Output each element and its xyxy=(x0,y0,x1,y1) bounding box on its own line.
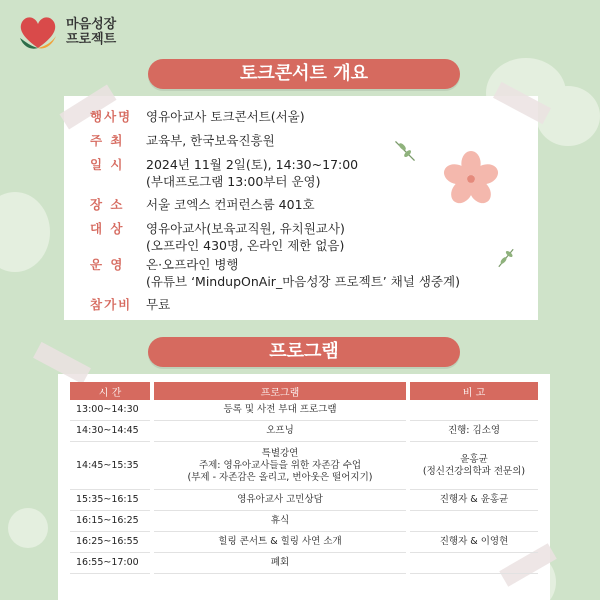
program-cell xyxy=(154,442,406,490)
program-text: 특별강연 xyxy=(261,447,299,459)
note-cell xyxy=(410,553,538,574)
overview-label: 일 시 xyxy=(90,157,125,172)
overview-label: 참가비 xyxy=(90,297,133,312)
note-cell xyxy=(410,442,538,490)
table-row xyxy=(70,442,538,490)
program-cell xyxy=(154,400,406,421)
time-cell: 14:30~14:45 xyxy=(70,421,150,442)
logo-line2: 프로젝트 xyxy=(66,32,117,47)
note-cell xyxy=(410,490,538,511)
sprig-icon xyxy=(494,246,518,270)
note-text: 윤홍균 xyxy=(460,453,488,465)
table-row xyxy=(70,490,538,511)
logo xyxy=(16,12,116,52)
overview-label: 운 영 xyxy=(90,257,125,272)
time-cell: 16:55~17:00 xyxy=(70,553,150,574)
overview-row xyxy=(90,196,315,213)
table-row xyxy=(70,511,538,532)
program-cell xyxy=(154,490,406,511)
heart-logo-icon xyxy=(16,12,60,52)
overview-label: 주 최 xyxy=(90,133,125,148)
overview-value: 서울 코엑스 컨퍼런스룸 401호 xyxy=(146,197,315,212)
header-note: 비 고 xyxy=(410,382,538,400)
overview-label: 장 소 xyxy=(90,197,125,212)
program-text: (부제 - 자존감은 올리고, 번아웃은 떨어지기) xyxy=(187,471,373,483)
note-cell xyxy=(410,421,538,442)
overview-value: 영유아교사(보육교직원, 유치원교사) xyxy=(146,221,345,236)
overview-value: 무료 xyxy=(146,297,171,312)
overview-row xyxy=(90,132,275,149)
program-text: 등록 및 사전 부대 프로그램 xyxy=(223,404,337,415)
note-text: 진행: 김소영 xyxy=(447,425,501,436)
overview-row xyxy=(90,220,345,254)
time-cell: 14:45~15:35 xyxy=(70,442,150,490)
header-program: 프로그램 xyxy=(154,382,406,400)
program-text: 휴식 xyxy=(270,515,290,526)
program-cell xyxy=(154,553,406,574)
overview-row xyxy=(90,256,460,290)
table-row xyxy=(70,400,538,421)
note-text: (정신건강의학과 전문의) xyxy=(422,465,526,477)
note-text: 진행자 & 이영현 xyxy=(439,536,509,547)
time-cell: 13:00~14:30 xyxy=(70,400,150,421)
overview-value: (오프라인 430명, 온라인 제한 없음) xyxy=(146,238,345,253)
overview-value: 영유아교사 토크콘서트(서울) xyxy=(146,109,305,124)
overview-value: (유튜브 ‘MindupOnAir_마음성장 프로젝트’ 채널 생중계) xyxy=(146,274,460,289)
program-cell xyxy=(154,532,406,553)
flower-icon xyxy=(442,150,500,208)
note-text: 진행자 & 윤홍균 xyxy=(439,494,509,505)
program-header-row xyxy=(70,382,538,400)
table-row xyxy=(70,421,538,442)
overview-label: 행사명 xyxy=(90,109,133,124)
table-row xyxy=(70,532,538,553)
overview-label: 대 상 xyxy=(90,221,125,236)
time-cell: 16:15~16:25 xyxy=(70,511,150,532)
bg-cloud-flower-icon xyxy=(0,192,50,272)
time-cell: 15:35~16:15 xyxy=(70,490,150,511)
program-text: 폐회 xyxy=(270,557,290,568)
note-cell xyxy=(410,532,538,553)
overview-row xyxy=(90,296,170,313)
logo-line1: 마음성장 xyxy=(66,17,117,32)
program-title: 프로그램 xyxy=(148,337,460,367)
program-text: 영유아교사 고민상담 xyxy=(237,494,323,505)
overview-value: (부대프로그램 13:00부터 운영) xyxy=(146,174,321,189)
program-cell xyxy=(154,511,406,532)
overview-value: 온·오프라인 병행 xyxy=(146,257,239,272)
overview-value: 교육부, 한국보육진흥원 xyxy=(146,133,275,148)
note-cell xyxy=(410,511,538,532)
program-text: 오프닝 xyxy=(266,425,294,436)
overview-row xyxy=(90,108,305,125)
bg-cloud-flower-icon xyxy=(8,508,48,548)
overview-row xyxy=(90,156,358,190)
time-cell: 16:25~16:55 xyxy=(70,532,150,553)
sprig-icon xyxy=(392,138,418,164)
overview-value: 2024년 11월 2일(토), 14:30~17:00 xyxy=(146,157,359,172)
program-text: 주제: 영유아교사들을 위한 자존감 수업 xyxy=(198,459,362,471)
table-row xyxy=(70,553,538,574)
program-text: 힐링 콘서트 & 힐링 사연 소개 xyxy=(218,536,342,547)
note-cell xyxy=(410,400,538,421)
program-table xyxy=(66,382,542,574)
program-cell xyxy=(154,421,406,442)
header-time: 시 간 xyxy=(70,382,150,400)
overview-title: 토크콘서트 개요 xyxy=(148,59,460,89)
